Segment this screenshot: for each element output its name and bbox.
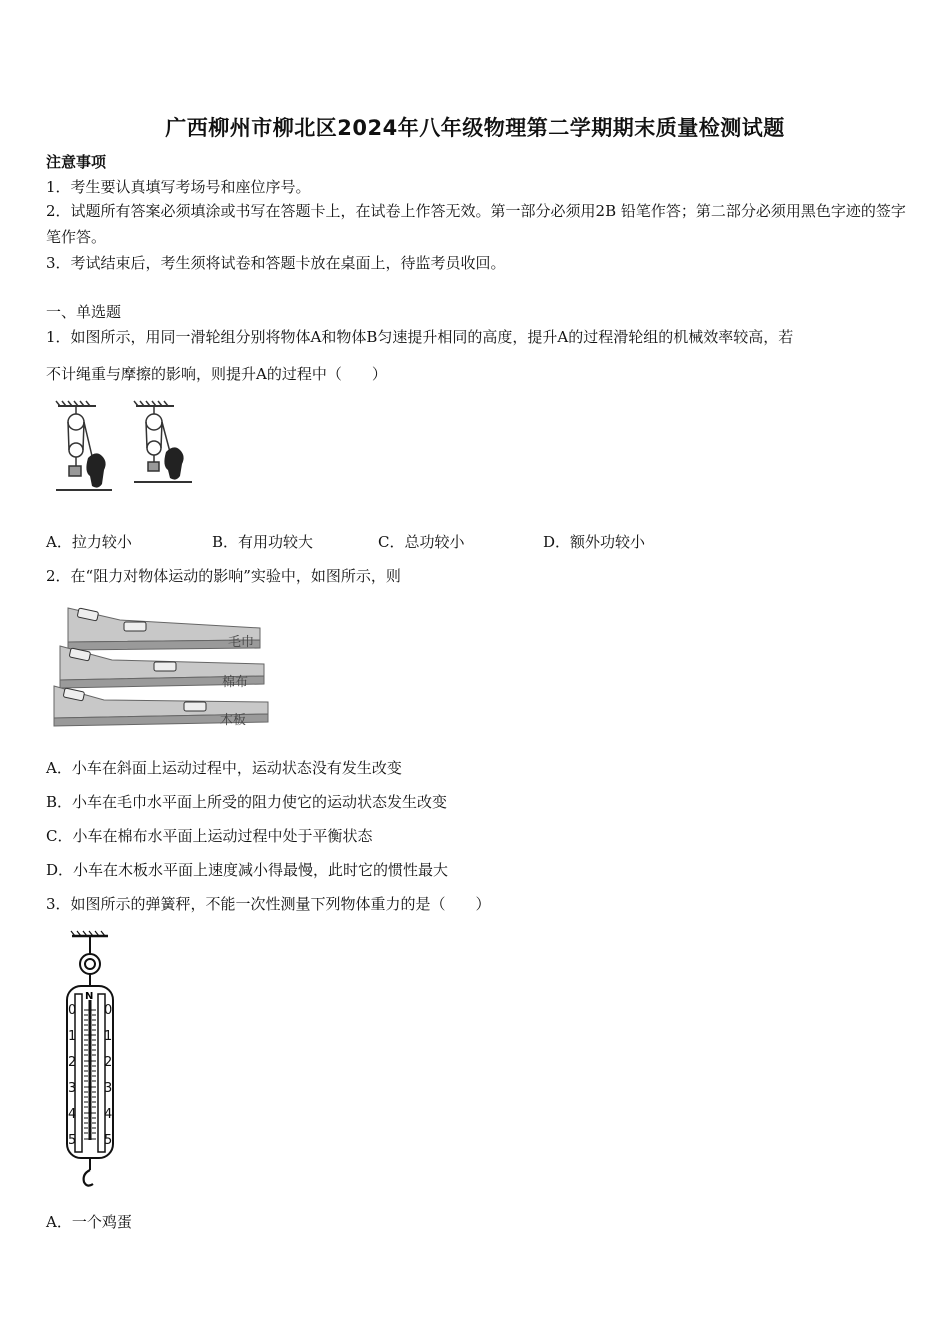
question-2-option-d: D．小车在木板水平面上速度减小得最慢，此时它的惯性最大 bbox=[46, 861, 449, 879]
question-1-option-b: B．有用功较大 bbox=[212, 533, 314, 551]
question-1-stem-line2: 不计绳重与摩擦的影响，则提升A的过程中（ ） bbox=[46, 365, 387, 383]
notice-item-2: 2．试题所有答案必须填涂或书写在答题卡上，在试卷上作答无效。第一部分必须用2B 铅笔作答；第二部分必须用黑色字迹的签字笔作答。 bbox=[46, 202, 906, 246]
scale-tick-left: 2 bbox=[68, 1055, 77, 1070]
scale-tick-right: 2 bbox=[104, 1055, 113, 1070]
scale-tick-left: 5 bbox=[68, 1133, 77, 1148]
scale-tick-left: 3 bbox=[68, 1081, 77, 1096]
label-cotton: 棉布 bbox=[222, 675, 249, 690]
pulley-system-b bbox=[134, 401, 192, 482]
scale-unit-label: N bbox=[85, 991, 94, 1002]
scale-tick-right: 4 bbox=[104, 1107, 113, 1122]
question-1-option-a: A．拉力较小 bbox=[46, 533, 132, 551]
page-title: 广西柳州市柳北区2024年八年级物理第二学期期末质量检测试题 bbox=[165, 116, 785, 140]
pulley-figure bbox=[52, 398, 202, 500]
spring-scale-figure bbox=[62, 928, 118, 1193]
question-2-option-a: A．小车在斜面上运动过程中，运动状态没有发生改变 bbox=[46, 759, 402, 777]
question-2-option-c: C．小车在棉布水平面上运动过程中处于平衡状态 bbox=[46, 827, 373, 845]
question-1-stem-line1: 1．如图所示，用同一滑轮组分别将物体A和物体B匀速提升相同的高度，提升A的过程滑轮组的机械效率较高，若 bbox=[46, 328, 794, 346]
section-heading: 一、单选题 bbox=[46, 303, 122, 321]
question-2-option-b: B．小车在毛巾水平面上所受的阻力使它的运动状态发生改变 bbox=[46, 793, 448, 811]
question-1-option-c: C．总功较小 bbox=[378, 533, 465, 551]
scale-tick-left: 4 bbox=[68, 1107, 77, 1122]
scale-tick-left: 1 bbox=[68, 1029, 77, 1044]
label-board: 木板 bbox=[220, 713, 247, 728]
scale-tick-right: 1 bbox=[104, 1029, 113, 1044]
question-1-option-d: D．额外功较小 bbox=[543, 533, 646, 551]
notice-item-1: 1．考生要认真填写考场号和座位序号。 bbox=[46, 178, 311, 196]
question-3-stem: 3．如图所示的弹簧秤，不能一次性测量下列物体重力的是（ ） bbox=[46, 895, 491, 913]
scale-tick-left: 0 bbox=[68, 1003, 77, 1018]
question-3-option-a: A．一个鸡蛋 bbox=[46, 1213, 132, 1231]
scale-tick-right: 0 bbox=[104, 1003, 113, 1018]
notice-heading: 注意事项 bbox=[46, 153, 107, 171]
scale-tick-right: 3 bbox=[104, 1081, 113, 1096]
person-b-icon bbox=[164, 447, 183, 479]
cart-icon bbox=[184, 702, 206, 711]
scale-tick-right: 5 bbox=[104, 1133, 113, 1148]
person-a-icon bbox=[86, 453, 105, 487]
cart-icon bbox=[154, 662, 176, 671]
incline-figure bbox=[50, 600, 270, 735]
notice-item-3: 3．考试结束后，考生须将试卷和答题卡放在桌面上，待监考员收回。 bbox=[46, 254, 506, 272]
pulley-system-a bbox=[56, 401, 112, 490]
label-towel: 毛巾 bbox=[228, 635, 255, 650]
cart-icon bbox=[124, 622, 146, 631]
question-2-stem: 2．在“阻力对物体运动的影响”实验中，如图所示，则 bbox=[46, 567, 401, 585]
